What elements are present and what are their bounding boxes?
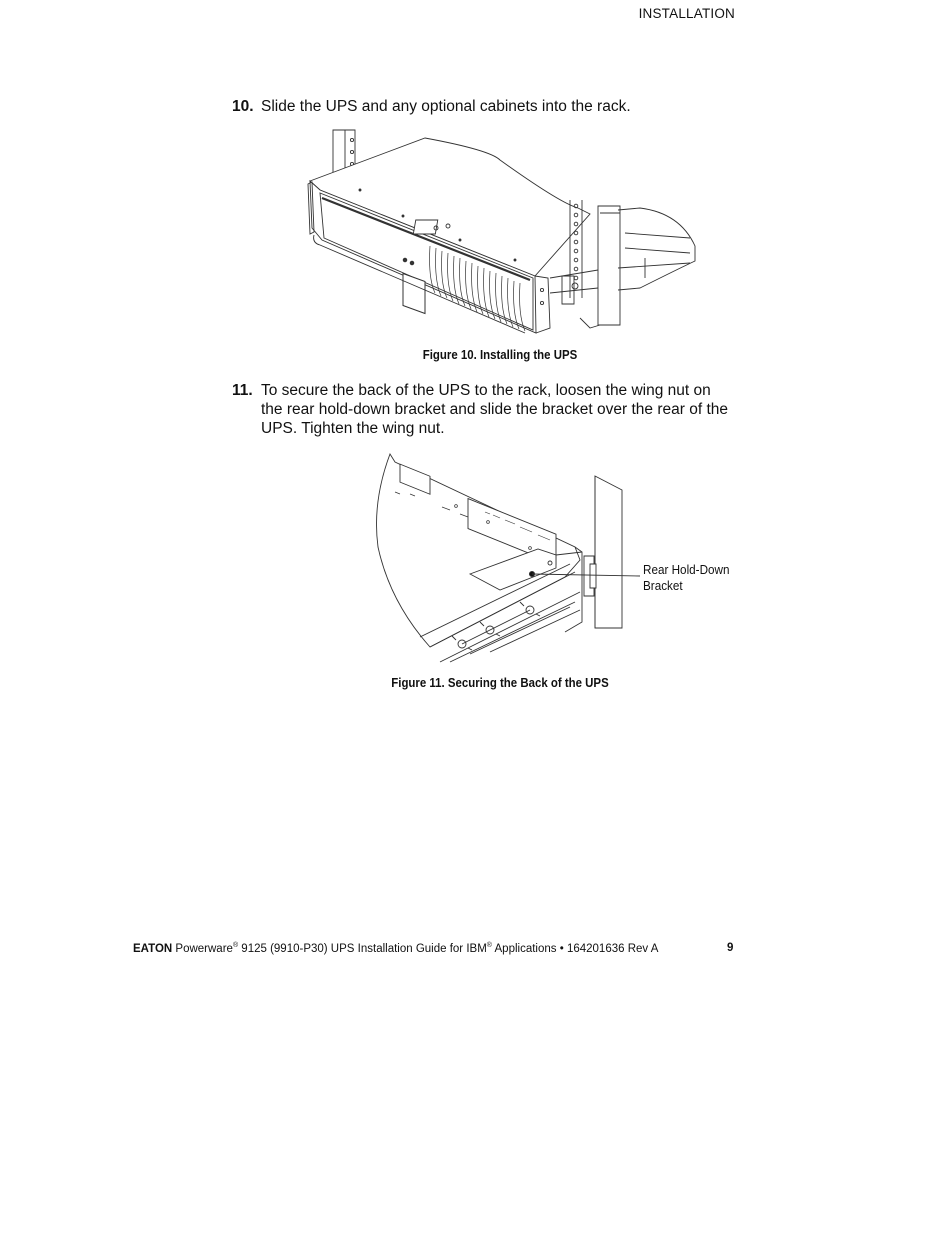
- rear-bracket-callout: Rear Hold-Down Bracket: [643, 562, 730, 593]
- footer-doc-id: Applications • 164201636 Rev A: [491, 942, 659, 955]
- step-text: Slide the UPS and any optional cabinets into the rack.: [261, 98, 631, 115]
- figure-11-caption: Figure 11. Securing the Back of the UPS: [391, 675, 609, 690]
- footer-product: Powerware: [175, 942, 233, 955]
- step-10: [232, 97, 732, 116]
- section-header: INSTALLATION: [638, 6, 735, 21]
- step-number: 11.: [232, 382, 253, 399]
- footer-model: 9125 (9910-P30) UPS Installation Guide for IBM: [238, 942, 487, 955]
- footer-reg-mark-2: ®: [486, 942, 492, 949]
- step-11: [232, 381, 732, 438]
- page-number: 9: [727, 942, 734, 954]
- rear-bracket-illustration: [370, 452, 730, 667]
- step-text: To secure the back of the UPS to the rack, loosen the wing nut on the rear hold-down bracket and slide the bracket over the rear of the UPS. Tighten the wing nut.: [261, 382, 728, 437]
- step-number: 10.: [232, 98, 254, 115]
- page-footer: [133, 942, 658, 955]
- ups-rack-illustration: [300, 128, 700, 340]
- figure-10-caption: Figure 10. Installing the UPS: [422, 347, 578, 362]
- footer-reg-mark: ®: [232, 942, 239, 949]
- footer-brand: EATON: [133, 942, 173, 955]
